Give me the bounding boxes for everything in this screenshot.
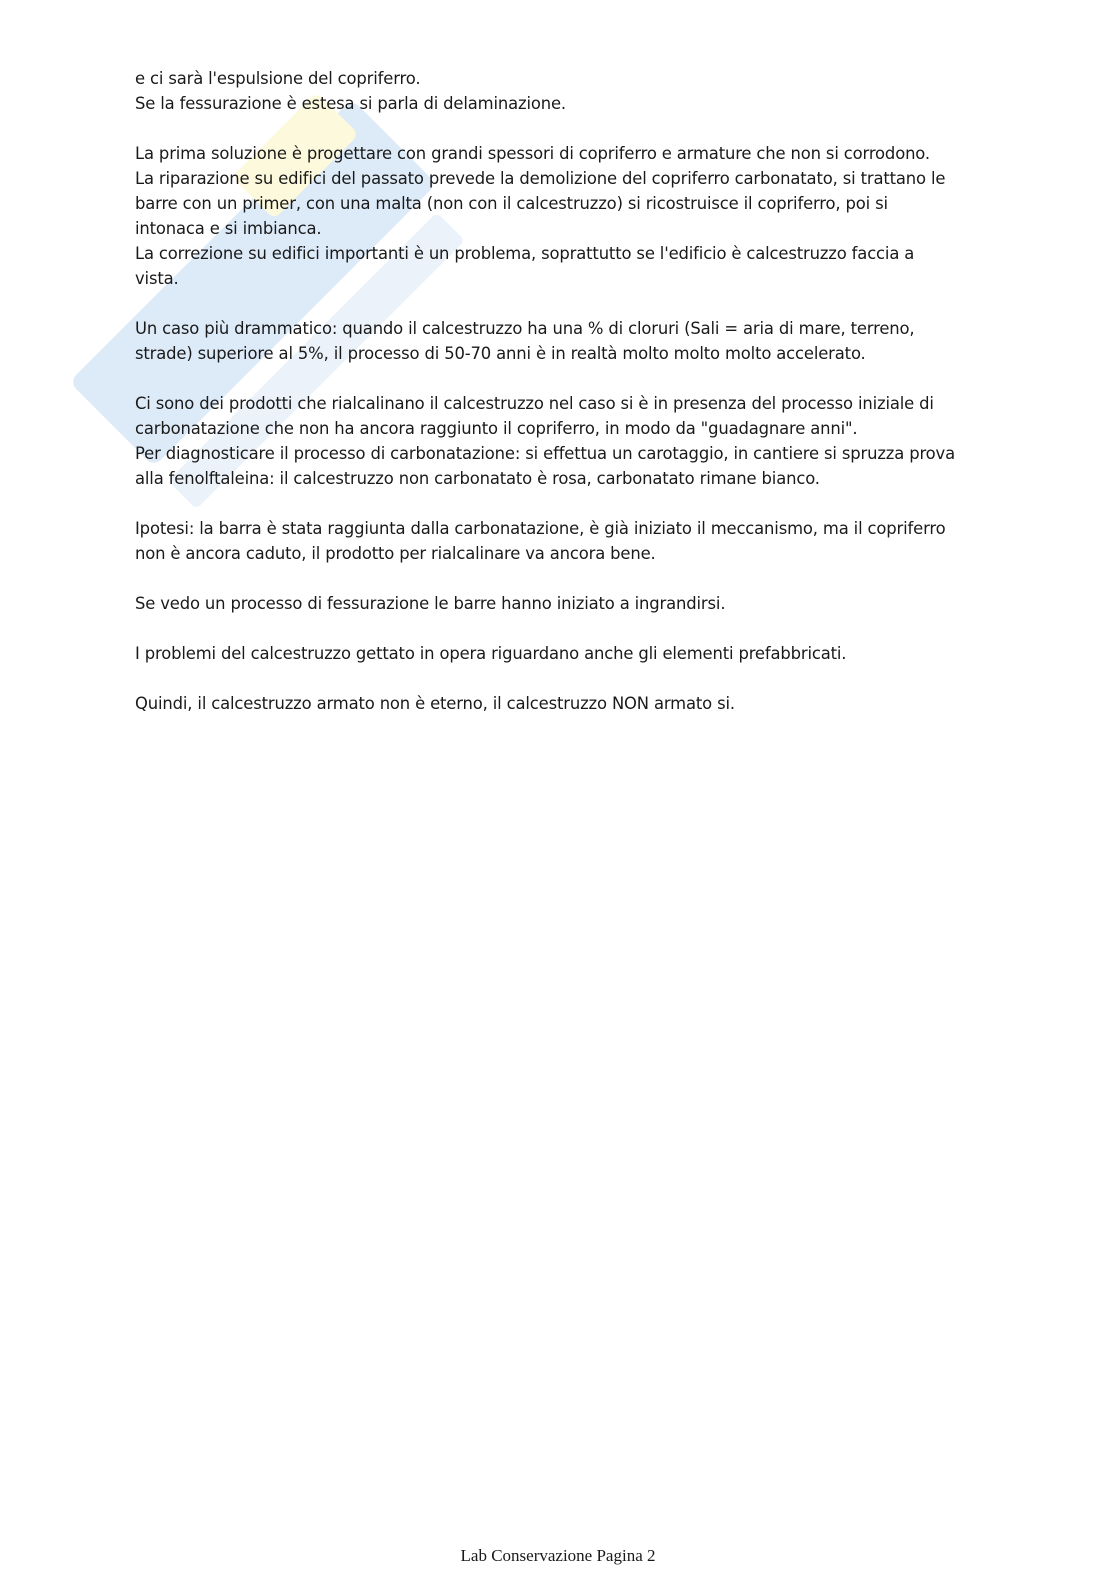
text-line: non è ancora caduto, il prodotto per rialcalinare va ancora bene. <box>135 544 656 563</box>
text-line: intonaca e si imbianca. <box>135 219 322 238</box>
text-line: Un caso più drammatico: quando il calcestruzzo ha una % di cloruri (Sali = aria di mare, terreno, <box>135 319 915 338</box>
paragraph <box>135 316 995 366</box>
text-line: La prima soluzione è progettare con grandi spessori di copriferro e armature che non si corrodono. <box>135 144 930 163</box>
paragraph <box>135 516 995 566</box>
text-line: Ci sono dei prodotti che rialcalinano il calcestruzzo nel caso si è in presenza del processo iniziale di <box>135 394 934 413</box>
text-line: e ci sarà l'espulsione del copriferro. <box>135 69 421 88</box>
text-line: La riparazione su edifici del passato prevede la demolizione del copriferro carbonatato, si trattano le <box>135 169 946 188</box>
text-line: carbonatazione che non ha ancora raggiunto il copriferro, in modo da "guadagnare anni". <box>135 419 858 438</box>
paragraph <box>135 141 995 291</box>
text-line: Ipotesi: la barra è stata raggiunta dalla carbonatazione, è già iniziato il meccanismo, ma il copriferro <box>135 519 946 538</box>
paragraph <box>135 641 995 666</box>
text-line: strade) superiore al 5%, il processo di 50-70 anni è in realtà molto molto molto accelerato. <box>135 344 866 363</box>
text-line: Se vedo un processo di fessurazione le barre hanno iniziato a ingrandirsi. <box>135 594 726 613</box>
paragraph <box>135 391 995 491</box>
text-line: I problemi del calcestruzzo gettato in opera riguardano anche gli elementi prefabbricati. <box>135 644 847 663</box>
text-line: La correzione su edifici importanti è un problema, soprattutto se l'edificio è calcestruzzo faccia a <box>135 244 915 263</box>
text-line: vista. <box>135 269 179 288</box>
paragraph <box>135 66 995 116</box>
page-footer: Lab Conservazione Pagina 2 <box>460 1546 656 1565</box>
paragraph <box>135 691 995 716</box>
text-line: Quindi, il calcestruzzo armato non è eterno, il calcestruzzo NON armato si. <box>135 694 735 713</box>
text-line: barre con un primer, con una malta (non con il calcestruzzo) si ricostruisce il copriferro, poi si <box>135 194 888 213</box>
paragraph <box>135 591 995 616</box>
text-line: alla fenolftaleina: il calcestruzzo non carbonatato è rosa, carbonatato rimane bianco. <box>135 469 820 488</box>
document-body <box>135 66 995 741</box>
text-line: Per diagnosticare il processo di carbonatazione: si effettua un carotaggio, in cantiere si spruzza prova <box>135 444 955 463</box>
text-line: Se la fessurazione è estesa si parla di delaminazione. <box>135 94 566 113</box>
